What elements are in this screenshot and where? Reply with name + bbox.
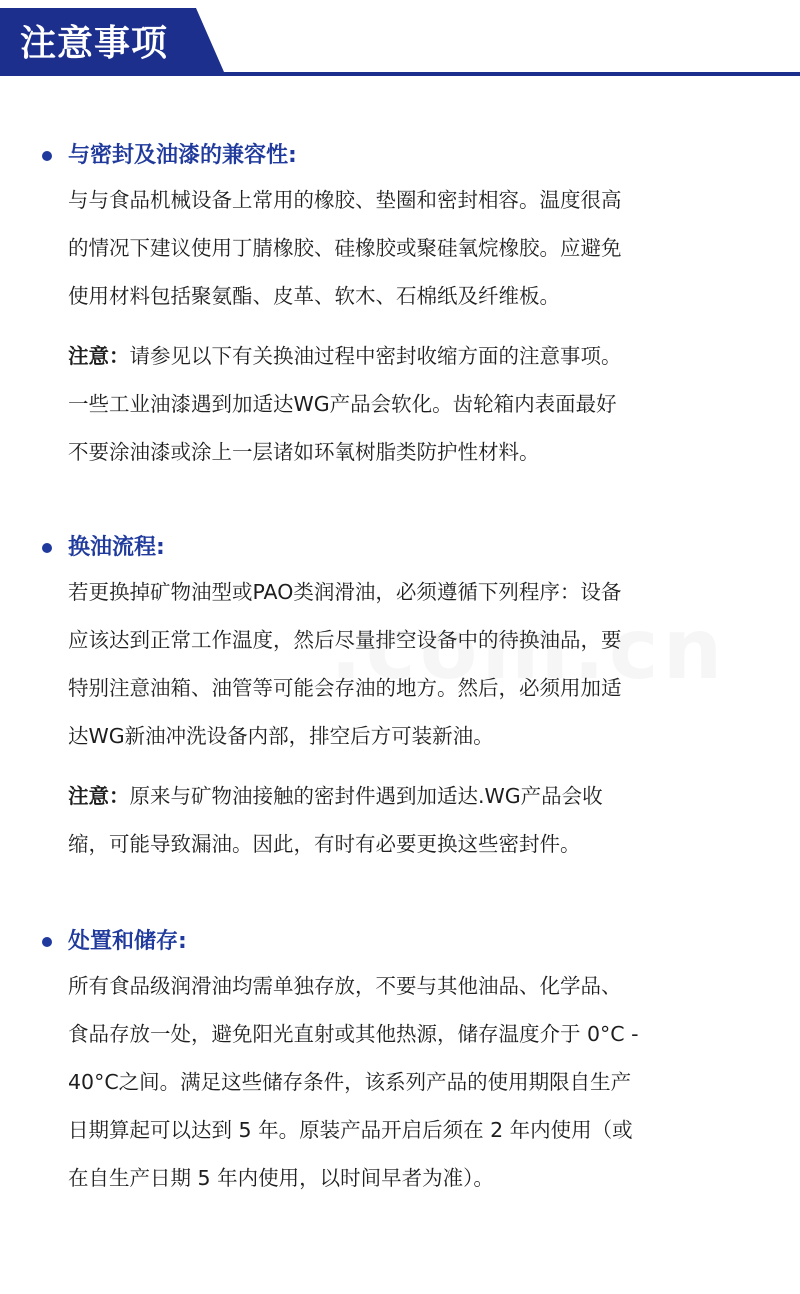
paragraph bbox=[0, 176, 758, 320]
page-title: 注意事项 bbox=[20, 23, 169, 64]
paragraph-line: 所有食品级润滑油均需单独存放，不要与其他油品、化学品、 bbox=[68, 974, 622, 998]
paragraph-line: 与与食品机械设备上常用的橡胶、垫圈和密封相容。温度很高 bbox=[68, 188, 622, 212]
note-line: 缩，可能导致漏油。因此，有时有必要更换这些密封件。 bbox=[68, 832, 581, 856]
paragraph-line: 使用材料包括聚氨酯、皮革、软木、石棉纸及纤维板。 bbox=[68, 284, 560, 308]
note-label: 注意： bbox=[68, 784, 130, 808]
paragraph-line: 在自生产日期 5 年内使用，以时间早者为准）。 bbox=[68, 1166, 494, 1190]
paragraph-line: 日期算起可以达到 5 年。原装产品开启后须在 2 年内使用（或 bbox=[68, 1118, 633, 1142]
section-heading bbox=[0, 528, 800, 568]
paragraph-line: 食品存放一处，避免阳光直射或其他热源，储存温度介于 0°C - bbox=[68, 1022, 639, 1046]
section-disposal-storage bbox=[0, 922, 800, 1202]
note-paragraph bbox=[0, 772, 758, 868]
note-line: 原来与矿物油接触的密封件遇到加适达.WG产品会收 bbox=[129, 784, 603, 808]
note-label: 注意： bbox=[68, 344, 130, 368]
note-line: 请参见以下有关换油过程中密封收缩方面的注意事项。 bbox=[129, 344, 622, 368]
paragraph-line: 应该达到正常工作温度，然后尽量排空设备中的待换油品，要 bbox=[68, 628, 622, 652]
section-heading-text: 换油流程: bbox=[68, 535, 165, 560]
paragraph-line: 40°C之间。满足这些储存条件，该系列产品的使用期限自生产 bbox=[68, 1070, 632, 1094]
paragraph-line: 达WG新油冲洗设备内部，排空后方可装新油。 bbox=[68, 724, 494, 748]
bullet-dot-icon bbox=[42, 543, 52, 553]
paragraph-line: 的情况下建议使用丁腈橡胶、硅橡胶或聚硅氧烷橡胶。应避免 bbox=[68, 236, 622, 260]
bullet-dot-icon bbox=[42, 937, 52, 947]
section-oil-change-procedure bbox=[0, 528, 800, 868]
section-header bbox=[0, 0, 800, 78]
section-heading-text: 处置和储存: bbox=[68, 929, 187, 954]
note-paragraph bbox=[0, 332, 758, 476]
paragraph bbox=[0, 962, 758, 1202]
section-heading bbox=[0, 136, 800, 176]
bullet-dot-icon bbox=[42, 151, 52, 161]
section-heading-text: 与密封及油漆的兼容性: bbox=[68, 143, 297, 168]
section-heading bbox=[0, 922, 800, 962]
section-seal-paint-compatibility bbox=[0, 136, 800, 476]
note-line: 不要涂油漆或涂上一层诸如环氧树脂类防护性材料。 bbox=[68, 440, 540, 464]
paragraph bbox=[0, 568, 758, 760]
note-line: 一些工业油漆遇到加适达WG产品会软化。齿轮箱内表面最好 bbox=[68, 392, 617, 416]
paragraph-line: 特别注意油箱、油管等可能会存油的地方。然后，必须用加适 bbox=[68, 676, 622, 700]
paragraph-line: 若更换掉矿物油型或PAO类润滑油，必须遵循下列程序：设备 bbox=[68, 580, 622, 604]
